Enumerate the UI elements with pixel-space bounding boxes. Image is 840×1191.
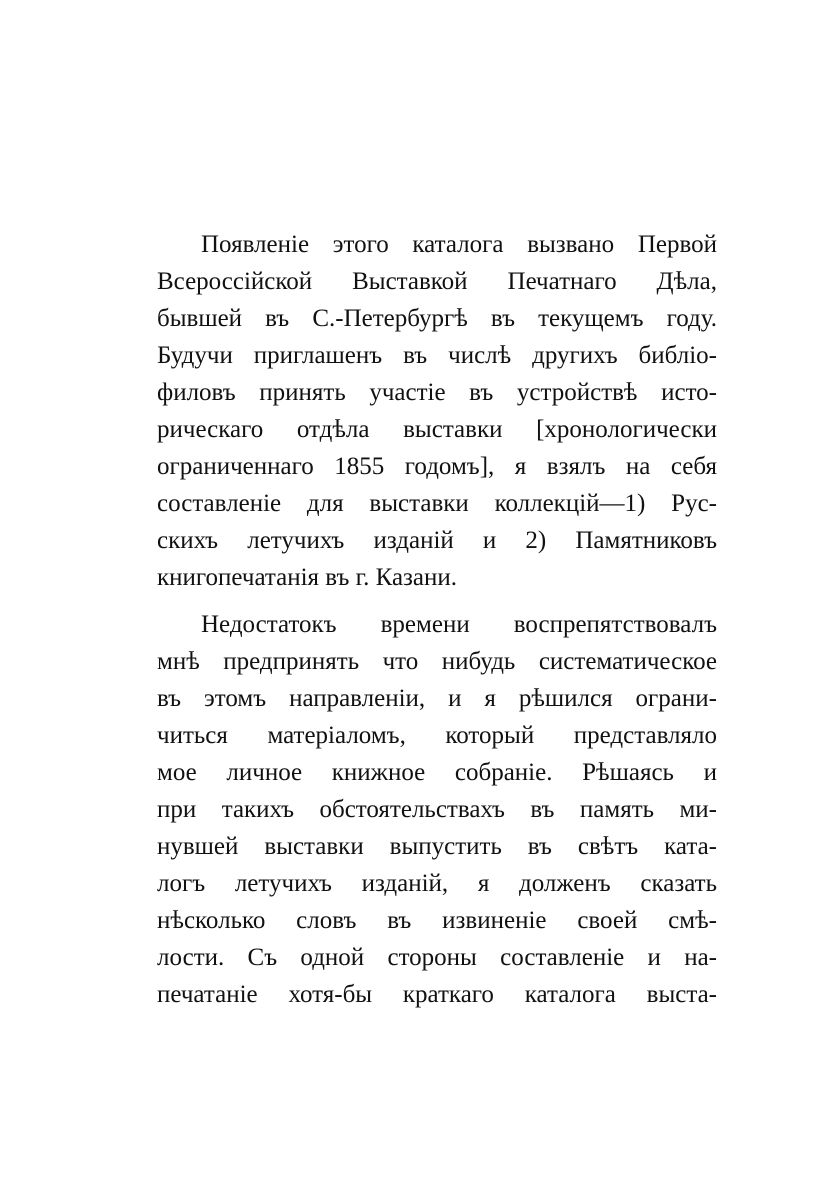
text-line: логъ летучихъ изданій, я долженъ сказать — [157, 870, 717, 897]
text-line: Всероссійской Выставкой Печатнаго Дѣла, — [157, 268, 717, 295]
text-line: филовъ принять участіе въ устройствѣ исто- — [157, 379, 717, 406]
text-line: печатаніе хотя-бы краткаго каталога выста- — [157, 981, 717, 1008]
text-line: лости. Съ одной стороны составленіе и на- — [157, 944, 717, 971]
text-line: мое личное книжное собраніе. Рѣшаясь и — [157, 759, 717, 786]
body-text — [157, 226, 717, 1013]
text-line: книгопечатанія въ г. Казани. — [157, 564, 458, 591]
text-line: при такихъ обстоятельствахъ въ память ми- — [157, 796, 717, 823]
text-line: въ этомъ направленіи, и я рѣшился ограни- — [157, 685, 717, 712]
text-line: составленіе для выставки коллекцій—1) Рус- — [157, 490, 717, 517]
text-line: мнѣ предпринять что нибудь систематическое — [157, 648, 717, 675]
text-line: Недостатокъ времени воспрепятствовалъ — [201, 611, 717, 638]
text-line: нѣсколько словъ въ извиненіе своей смѣ- — [157, 907, 717, 934]
text-line: читься матеріаломъ, который представляло — [157, 722, 717, 749]
paragraph-2 — [157, 606, 717, 1013]
text-line: Появленіе этого каталога вызвано Первой — [201, 231, 717, 258]
text-line: бывшей въ С.-Петербургѣ въ текущемъ году. — [157, 305, 717, 332]
text-line: ограниченнаго 1855 годомъ], я взялъ на себя — [157, 453, 717, 480]
text-line: скихъ летучихъ изданій и 2) Памятниковъ — [157, 527, 717, 554]
text-line: рическаго отдѣла выставки [хронологически — [157, 416, 717, 443]
text-line: Будучи приглашенъ въ числѣ другихъ библіо- — [157, 342, 717, 369]
text-line: нувшей выставки выпустить въ свѣтъ ката- — [157, 833, 717, 860]
paragraph-1 — [157, 226, 717, 596]
